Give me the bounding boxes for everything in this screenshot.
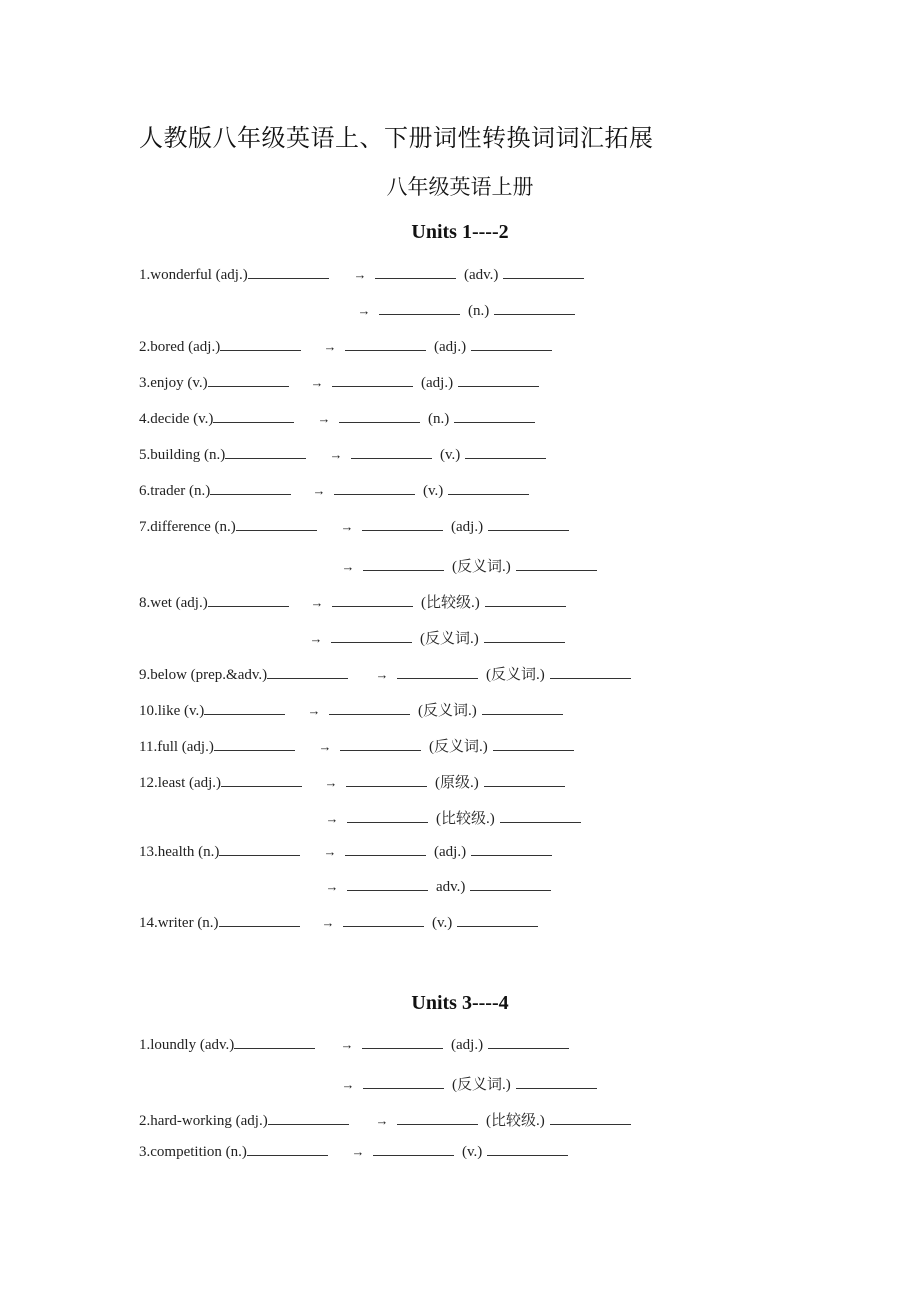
- exercise-line: [139, 447, 546, 464]
- exercise-line: [139, 699, 563, 720]
- exercise-line: [139, 267, 584, 284]
- word-prompt: 13.health (n.): [139, 844, 220, 860]
- answer-blank[interactable]: [363, 569, 444, 571]
- answer-blank[interactable]: [379, 313, 460, 315]
- arrow-icon: →: [375, 1113, 389, 1128]
- answer-blank[interactable]: [213, 421, 294, 423]
- arrow-icon: →: [324, 775, 338, 790]
- target-form-label: (原级.): [435, 775, 479, 791]
- target-form-label: (比较级.): [436, 811, 495, 827]
- arrow-icon: →: [323, 339, 337, 354]
- answer-blank[interactable]: [363, 1087, 444, 1089]
- answer-blank[interactable]: [362, 1047, 443, 1049]
- arrow-icon: →: [307, 703, 321, 718]
- arrow-icon: →: [321, 915, 335, 930]
- target-form-label: (反义词.): [486, 667, 545, 683]
- answer-blank[interactable]: [471, 349, 552, 351]
- target-form-label: (adv.): [464, 267, 499, 283]
- arrow-icon: →: [312, 483, 326, 498]
- answer-blank[interactable]: [219, 854, 300, 856]
- prompt-group: [139, 267, 345, 284]
- answer-blank[interactable]: [339, 421, 420, 423]
- answer-blank[interactable]: [397, 1123, 478, 1125]
- answer-blank[interactable]: [347, 821, 428, 823]
- answer-blank[interactable]: [219, 925, 300, 927]
- answer-blank[interactable]: [334, 493, 415, 495]
- prompt-group: [139, 375, 302, 392]
- answer-blank[interactable]: [493, 749, 574, 751]
- target-form-label: (比较级.): [421, 595, 480, 611]
- target-form-label: (v.): [432, 915, 453, 931]
- answer-blank[interactable]: [267, 677, 348, 679]
- word-prompt: 10.like (v.): [139, 703, 205, 719]
- word-prompt: 14.writer (n.): [139, 915, 219, 931]
- arrow-icon: →: [325, 811, 339, 826]
- answer-blank[interactable]: [362, 529, 443, 531]
- target-form-label: (n.): [428, 411, 450, 427]
- answer-blank[interactable]: [248, 277, 329, 279]
- word-prompt: 4.decide (v.): [139, 411, 214, 427]
- answer-blank[interactable]: [488, 529, 569, 531]
- arrow-icon: →: [341, 1077, 355, 1092]
- target-form-label: (adj.): [421, 375, 454, 391]
- word-prompt: 2.bored (adj.): [139, 339, 221, 355]
- answer-blank[interactable]: [457, 925, 538, 927]
- word-prompt: 11.full (adj.): [139, 739, 214, 755]
- answer-blank[interactable]: [454, 421, 535, 423]
- arrow-icon: →: [357, 303, 371, 318]
- prompt-group: [139, 1113, 367, 1130]
- answer-blank[interactable]: [516, 1087, 597, 1089]
- prompt-group: [139, 339, 315, 356]
- answer-blank[interactable]: [487, 1154, 568, 1156]
- prompt-group: [139, 775, 316, 792]
- target-form-label: (反义词.): [418, 703, 477, 719]
- answer-blank[interactable]: [247, 1154, 328, 1156]
- answer-blank[interactable]: [488, 1047, 569, 1049]
- answer-blank[interactable]: [471, 854, 552, 856]
- exercise-line: [139, 735, 574, 756]
- word-prompt: 3.competition (n.): [139, 1144, 247, 1160]
- target-form-label: (adj.): [434, 844, 467, 860]
- answer-blank[interactable]: [465, 457, 546, 459]
- word-prompt: 8.wet (adj.): [139, 595, 208, 611]
- answer-blank[interactable]: [204, 713, 285, 715]
- answer-blank[interactable]: [332, 385, 413, 387]
- arrow-icon: →: [351, 1144, 365, 1159]
- arrow-icon: →: [310, 375, 324, 390]
- document-subtitle: 八年级英语上册: [386, 175, 534, 199]
- exercise-line: [139, 1073, 597, 1094]
- answer-blank[interactable]: [485, 605, 566, 607]
- answer-blank[interactable]: [221, 785, 302, 787]
- answer-blank[interactable]: [351, 457, 432, 459]
- target-form-label: (比较级.): [486, 1113, 545, 1129]
- exercise-line: [139, 591, 566, 612]
- answer-blank[interactable]: [373, 1154, 454, 1156]
- exercise-line: [139, 483, 529, 500]
- answer-blank[interactable]: [516, 569, 597, 571]
- document-title: 人教版八年级英语上、下册词性转换词词汇拓展: [139, 124, 654, 152]
- answer-blank[interactable]: [220, 349, 301, 351]
- answer-blank[interactable]: [236, 529, 317, 531]
- exercise-line: [139, 915, 538, 932]
- exercise-line: [139, 555, 597, 576]
- exercise-line: [139, 1109, 631, 1130]
- target-form-label: (反义词.): [452, 1077, 511, 1093]
- answer-blank[interactable]: [208, 385, 289, 387]
- target-form-label: (反义词.): [452, 559, 511, 575]
- arrow-icon: →: [323, 844, 337, 859]
- prompt-group: [139, 519, 332, 536]
- answer-blank[interactable]: [343, 925, 424, 927]
- prompt-group: [139, 739, 310, 756]
- answer-blank[interactable]: [340, 749, 421, 751]
- target-form-label: (v.): [440, 447, 461, 463]
- prompt-group: [139, 1144, 343, 1161]
- prompt-group: [139, 844, 315, 861]
- exercise-line: [139, 771, 565, 792]
- answer-blank[interactable]: [494, 313, 575, 315]
- exercise-line: [139, 627, 565, 648]
- target-form-label: (adj.): [451, 1037, 484, 1053]
- target-form-label: (反义词.): [429, 739, 488, 755]
- answer-blank[interactable]: [234, 1047, 315, 1049]
- word-prompt: 12.least (adj.): [139, 775, 222, 791]
- section-heading-units-3-4: Units 3----4: [411, 992, 509, 1014]
- arrow-icon: →: [318, 739, 332, 754]
- target-form-label: (adj.): [434, 339, 467, 355]
- exercise-line: [139, 1144, 568, 1161]
- prompt-group: [139, 703, 299, 720]
- target-form-label: (反义词.): [420, 631, 479, 647]
- prompt-group: [139, 667, 367, 684]
- answer-blank[interactable]: [346, 785, 427, 787]
- arrow-icon: →: [317, 411, 331, 426]
- word-prompt: 2.hard-working (adj.): [139, 1113, 268, 1129]
- exercise-line: [139, 663, 631, 684]
- exercise-line: [139, 375, 539, 392]
- target-form-label: (n.): [468, 303, 490, 319]
- exercise-line: [139, 519, 569, 536]
- answer-blank[interactable]: [329, 713, 410, 715]
- prompt-group: [139, 915, 313, 932]
- arrow-icon: →: [329, 447, 343, 462]
- answer-blank[interactable]: [484, 641, 565, 643]
- answer-blank[interactable]: [458, 385, 539, 387]
- answer-blank[interactable]: [345, 854, 426, 856]
- answer-blank[interactable]: [214, 749, 295, 751]
- answer-blank[interactable]: [210, 493, 291, 495]
- exercise-line: [139, 303, 575, 320]
- arrow-icon: →: [375, 667, 389, 682]
- answer-blank[interactable]: [484, 785, 565, 787]
- answer-blank[interactable]: [448, 493, 529, 495]
- exercise-line: [139, 879, 551, 896]
- prompt-group: [139, 411, 309, 428]
- prompt-group: [139, 1037, 332, 1054]
- arrow-icon: →: [310, 595, 324, 610]
- prompt-group: [139, 483, 304, 500]
- answer-blank[interactable]: [550, 677, 631, 679]
- answer-blank[interactable]: [470, 889, 551, 891]
- arrow-icon: →: [325, 879, 339, 894]
- answer-blank[interactable]: [550, 1123, 631, 1125]
- answer-blank[interactable]: [268, 1123, 349, 1125]
- section-heading-units-1-2: Units 1----2: [411, 221, 509, 243]
- arrow-icon: →: [340, 1037, 354, 1052]
- word-prompt: 3.enjoy (v.): [139, 375, 208, 391]
- answer-blank[interactable]: [331, 641, 412, 643]
- answer-blank[interactable]: [332, 605, 413, 607]
- answer-blank[interactable]: [375, 277, 456, 279]
- answer-blank[interactable]: [225, 457, 306, 459]
- exercise-line: [139, 844, 552, 861]
- word-prompt: 6.trader (n.): [139, 483, 211, 499]
- answer-blank[interactable]: [500, 821, 581, 823]
- target-form-label: adv.): [436, 879, 466, 895]
- prompt-group: [139, 447, 321, 464]
- arrow-icon: →: [341, 559, 355, 574]
- word-prompt: 7.difference (n.): [139, 519, 236, 535]
- exercise-line: [139, 1037, 569, 1054]
- answer-blank[interactable]: [208, 605, 289, 607]
- word-prompt: 1.wonderful (adj.): [139, 267, 248, 283]
- target-form-label: (v.): [423, 483, 444, 499]
- answer-blank[interactable]: [482, 713, 563, 715]
- answer-blank[interactable]: [345, 349, 426, 351]
- exercise-line: [139, 339, 552, 356]
- exercise-line: [139, 411, 535, 428]
- exercise-line: [139, 807, 581, 828]
- target-form-label: (adj.): [451, 519, 484, 535]
- word-prompt: 5.building (n.): [139, 447, 226, 463]
- prompt-group: [139, 595, 302, 612]
- answer-blank[interactable]: [397, 677, 478, 679]
- arrow-icon: →: [309, 631, 323, 646]
- word-prompt: 9.below (prep.&adv.): [139, 667, 268, 683]
- word-prompt: 1.loundly (adv.): [139, 1037, 235, 1053]
- arrow-icon: →: [340, 519, 354, 534]
- arrow-icon: →: [353, 267, 367, 282]
- answer-blank[interactable]: [347, 889, 428, 891]
- target-form-label: (v.): [462, 1144, 483, 1160]
- answer-blank[interactable]: [503, 277, 584, 279]
